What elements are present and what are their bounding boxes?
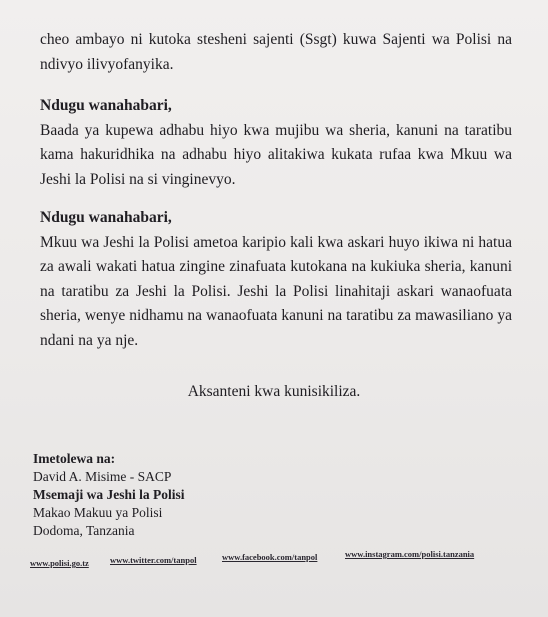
paragraph-reprimand [40,206,512,353]
signatory-office: Makao Makuu ya Polisi [33,505,163,520]
website-link[interactable]: www.polisi.go.tz [30,558,89,568]
paragraph-text: Baada ya kupewa adhabu hiyo kwa mujibu wa sheria, kanuni na taratibu kama hakuridhika na adhabu hiyo alitakiwa kukata rufaa kwa Mkuu wa Jeshi la Polisi na si vinginevyo. [40,121,512,188]
signatory-name: David A. Misime - SACP [33,469,172,484]
paragraph-text: Mkuu wa Jeshi la Polisi ametoa karipio kali kwa askari huyo ikiwa ni hatua za awali wakati hatua zingine zinafuata kutokana na kukiuka sheria, kanuni na taratibu za Jeshi la Polisi. Jeshi la Polisi linahitaji askari wanaofuata sheria, wenye nidhamu na wanaofuata kanuni na taratibu za mawasiliano ya ndani na ya nje. [40,233,512,349]
signatory-title: Msemaji wa Jeshi la Polisi [33,487,185,502]
signatory-location: Dodoma, Tanzania [33,523,135,538]
facebook-link[interactable]: www.facebook.com/tanpol [222,552,318,562]
signature-block [33,450,185,540]
paragraph-text: cheo ambayo ni kutoka stesheni sajenti (Ssgt) kuwa Sajenti wa Polisi na ndivyo ilivyofanyika. [40,31,512,73]
paragraph-appeal [40,94,512,192]
issued-by-label: Imetolewa na: [33,451,116,466]
twitter-link[interactable]: www.twitter.com/tanpol [110,555,197,565]
closing-line: Aksanteni kwa kunisikiliza. [187,383,361,400]
section-heading: Ndugu wanahabari, [40,97,172,114]
section-heading: Ndugu wanahabari, [40,209,172,226]
paragraph-rank-change [40,28,512,77]
instagram-link[interactable]: www.instagram.com/polisi.tanzania [345,549,475,559]
